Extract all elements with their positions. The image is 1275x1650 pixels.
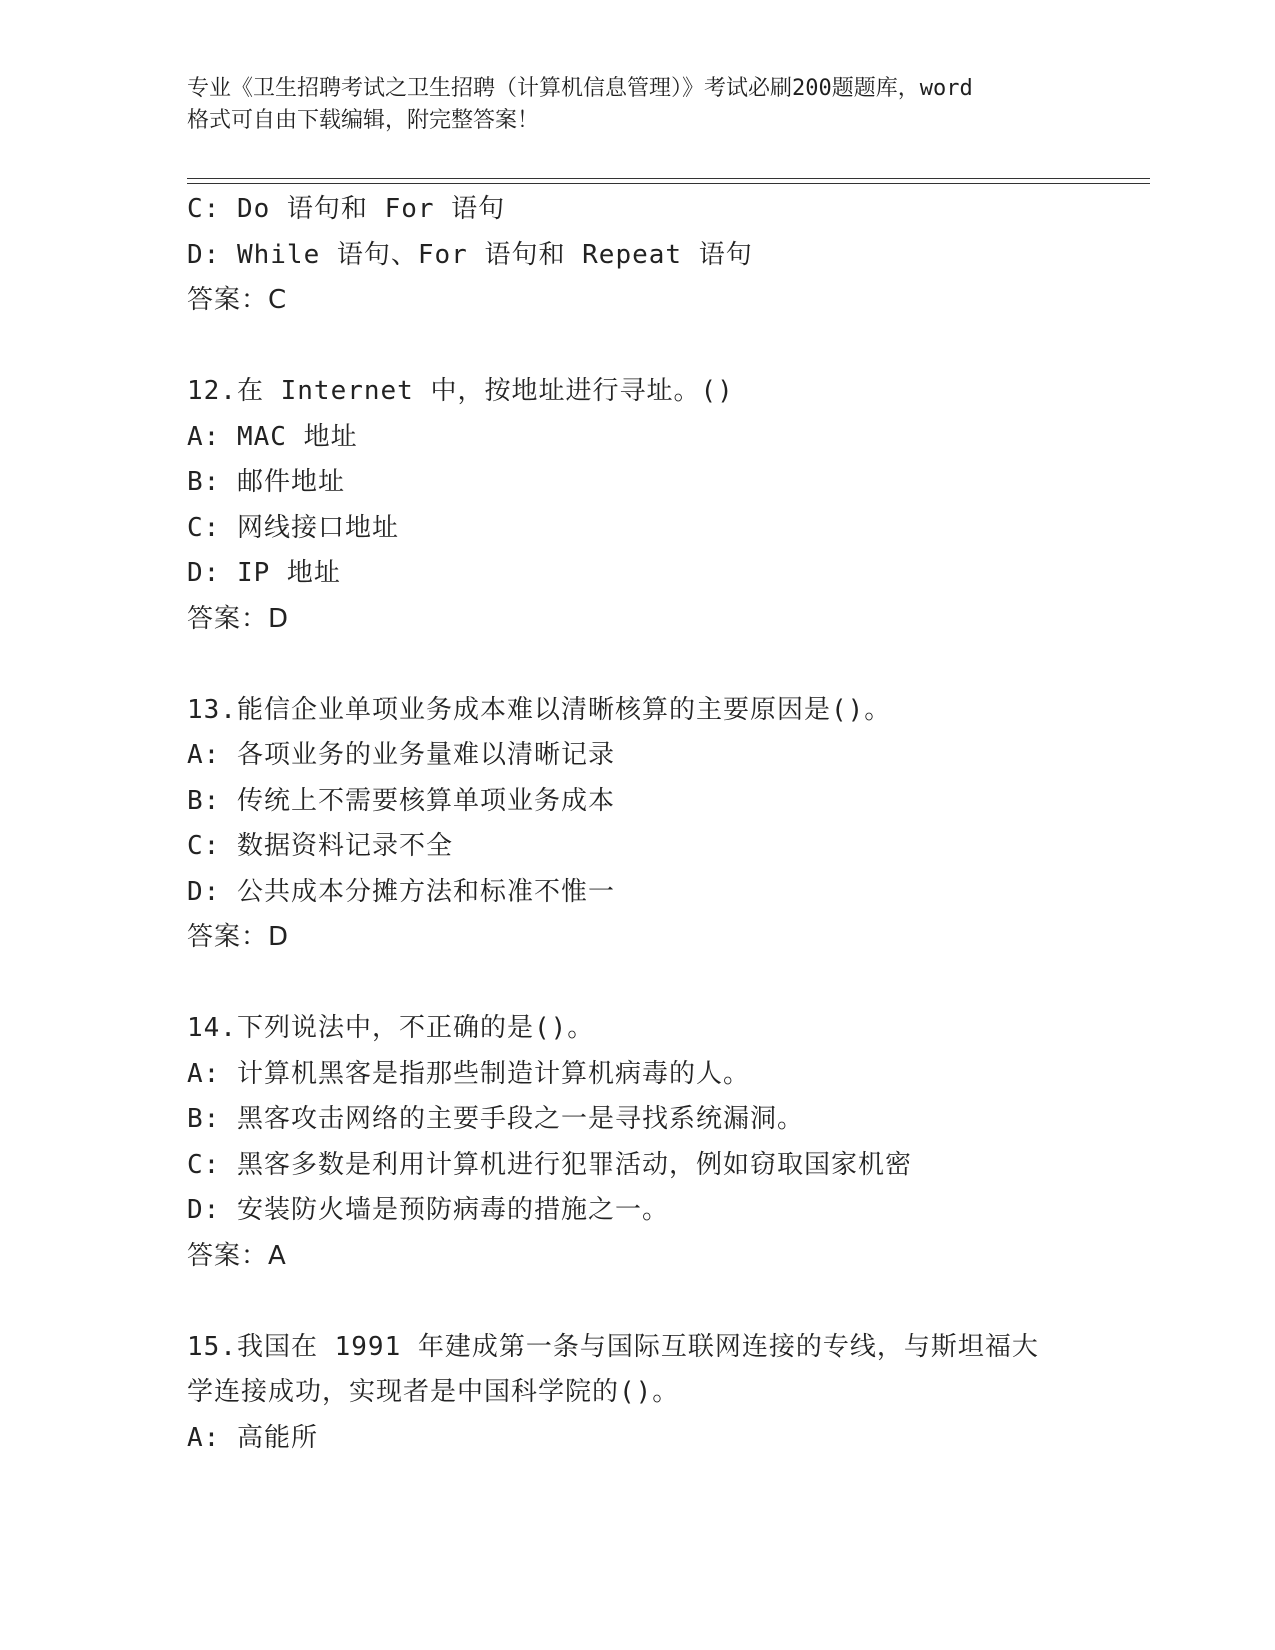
header-divider-top xyxy=(187,178,1150,179)
option-d: D: 安装防火墙是预防病毒的措施之一。 xyxy=(187,1195,669,1225)
question-text-line-2: 学连接成功，实现者是中国科学院的()。 xyxy=(187,1377,680,1407)
header-title-line-2: 格式可自由下载编辑，附完整答案！ xyxy=(187,108,540,133)
option-c: C: 黑客多数是利用计算机进行犯罪活动，例如窃取国家机密 xyxy=(187,1149,912,1180)
question-text: 12.在 Internet 中，按地址进行寻址。() xyxy=(187,376,734,406)
question-block-15 xyxy=(187,1325,1087,1462)
option-a: A: 各项业务的业务量难以清晰记录 xyxy=(187,740,615,770)
option-b: B: 邮件地址 xyxy=(187,467,345,497)
answer-text: 答案：C xyxy=(187,285,288,315)
question-block-11 xyxy=(187,187,1087,324)
option-c: C: 网线接口地址 xyxy=(187,512,399,543)
question-spacer xyxy=(187,961,1087,1007)
question-text: 13.能信企业单项业务成本难以清晰核算的主要原因是()。 xyxy=(187,694,892,725)
option-d: D: IP 地址 xyxy=(187,558,341,588)
option-b: B: 传统上不需要核算单项业务成本 xyxy=(187,785,615,816)
option-c: C: Do 语句和 For 语句 xyxy=(187,194,506,224)
option-d: D: 公共成本分摊方法和标准不惟一 xyxy=(187,876,615,907)
question-block-14 xyxy=(187,1006,1087,1279)
question-text-line-1: 15.我国在 1991 年建成第一条与国际互联网连接的专线，与斯坦福大 xyxy=(187,1331,1039,1362)
question-block-12 xyxy=(187,369,1087,642)
question-block-13 xyxy=(187,688,1087,961)
option-d: D: While 语句、For 语句和 Repeat 语句 xyxy=(187,239,753,270)
option-b: B: 黑客攻击网络的主要手段之一是寻找系统漏洞。 xyxy=(187,1104,804,1134)
answer-text: 答案：A xyxy=(187,1240,287,1271)
document-header xyxy=(187,73,1087,137)
question-spacer xyxy=(187,642,1087,688)
answer-text: 答案：D xyxy=(187,603,290,634)
question-spacer xyxy=(187,324,1087,370)
header-title-line-1: 专业《卫生招聘考试之卫生招聘（计算机信息管理）》考试必刷200题题库，word xyxy=(187,76,973,101)
option-a: A: 高能所 xyxy=(187,1422,318,1453)
question-text: 14.下列说法中，不正确的是()。 xyxy=(187,1013,595,1043)
option-a: A: MAC 地址 xyxy=(187,421,358,452)
answer-text: 答案：D xyxy=(187,922,290,952)
question-list xyxy=(187,187,1087,1461)
option-c: C: 数据资料记录不全 xyxy=(187,831,453,861)
question-spacer xyxy=(187,1279,1087,1325)
header-divider-bottom xyxy=(187,183,1150,184)
option-a: A: 计算机黑客是指那些制造计算机病毒的人。 xyxy=(187,1058,750,1089)
